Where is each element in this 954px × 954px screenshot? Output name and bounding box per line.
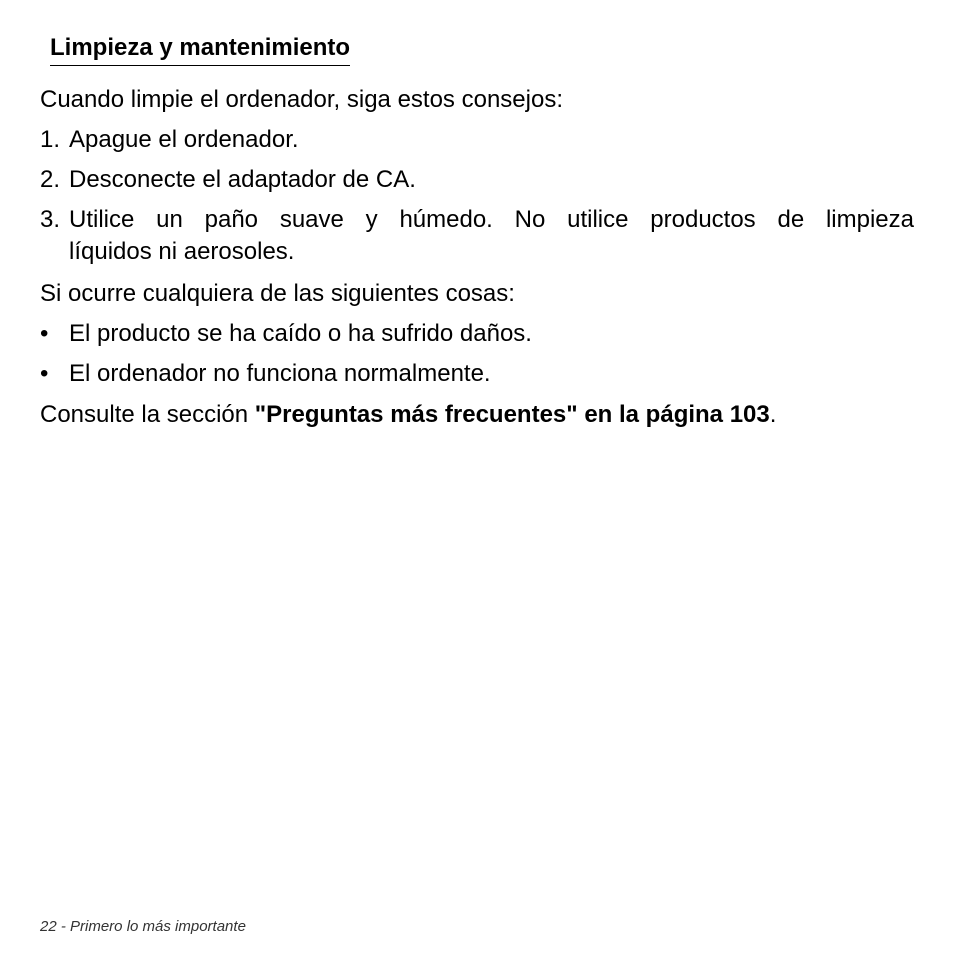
section-heading: Limpieza y mantenimiento bbox=[50, 32, 350, 66]
intro-paragraph: Cuando limpie el ordenador, siga estos consejos: bbox=[40, 86, 563, 113]
step-text: Apague el ordenador. bbox=[69, 126, 299, 153]
step-number: 3. bbox=[40, 206, 61, 233]
conditions-paragraph: Si ocurre cualquiera de las siguientes cosas: bbox=[40, 280, 515, 307]
bullet-marker: • bbox=[40, 320, 49, 347]
bullet-text: El ordenador no funciona normalmente. bbox=[69, 360, 491, 387]
step-text-line-1: Utilice un paño suave y húmedo. No utilice productos de limpieza bbox=[69, 206, 914, 233]
bullet-text: El producto se ha caído o ha sufrido daños. bbox=[69, 320, 532, 347]
step-number: 2. bbox=[40, 166, 61, 193]
step-text: Desconecte el adaptador de CA. bbox=[69, 166, 416, 193]
page-footer: 22 - Primero lo más importante bbox=[40, 918, 246, 935]
consult-prefix: Consulte la sección bbox=[40, 401, 255, 428]
step-text-line-2: líquidos ni aerosoles. bbox=[69, 238, 295, 265]
faq-page-link[interactable]: "Preguntas más frecuentes" en la página 103 bbox=[254, 401, 770, 428]
consult-suffix: . bbox=[769, 401, 777, 428]
step-number: 1. bbox=[40, 126, 61, 153]
bullet-marker: • bbox=[40, 360, 49, 387]
consult-paragraph bbox=[40, 399, 914, 431]
